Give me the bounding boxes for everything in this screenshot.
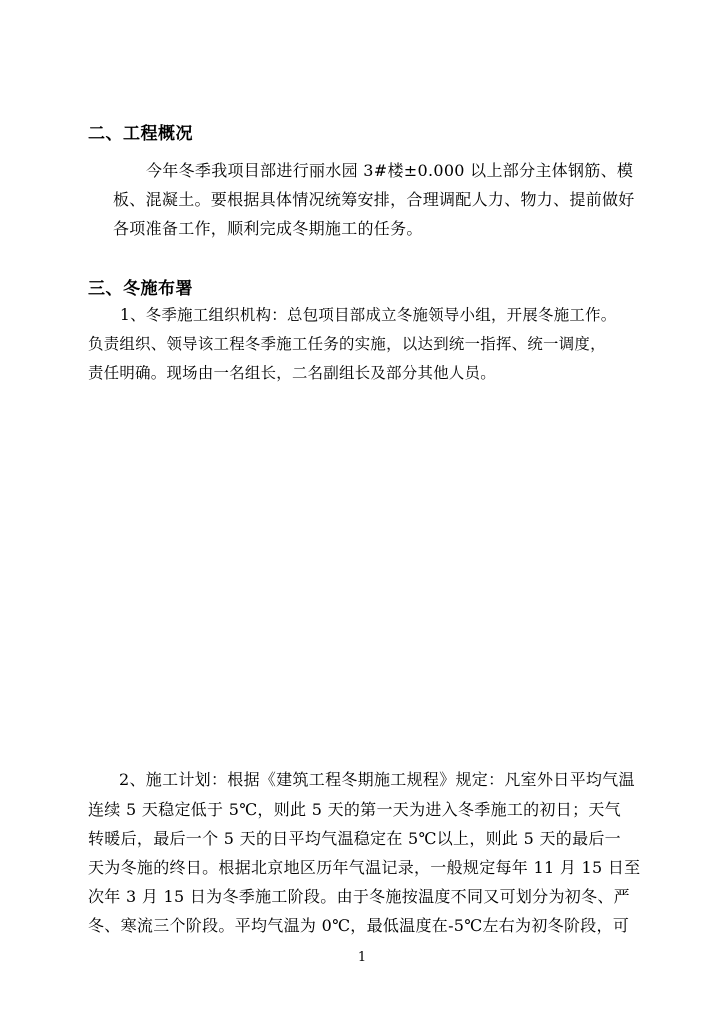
paragraph-line: 连续 5 天稳定低于 5℃，则此 5 天的第一天为进入冬季施工的初日；天气 — [88, 800, 621, 819]
paragraph-line: 责任明确。现场由一名组长，二名副组长及部分其他人员。 — [88, 364, 496, 382]
paragraph-line: 转暖后，最后一个 5 天的日平均气温稳定在 5℃以上，则此 5 天的最后一 — [88, 829, 621, 848]
paragraph-line: 负责组织、领导该工程冬季施工任务的实施，以达到统一指挥、统一调度， — [88, 335, 606, 353]
paragraph-line: 板、混凝土。要根据具体情况统筹安排，合理调配人力、物力、提前做好 — [113, 190, 635, 209]
paragraph-line: 各项准备工作，顺利完成冬期施工的任务。 — [113, 219, 423, 238]
paragraph-line: 次年 3 月 15 日为冬季施工阶段。由于冬施按温度不同又可划分为初冬、严 — [88, 887, 630, 906]
paragraph-line: 今年冬季我项目部进行丽水园 3#楼±0.000 以上部分主体钢筋、模 — [146, 161, 634, 180]
paragraph-line: 天为冬施的终日。根据北京地区历年气温记录，一般规定每年 11 月 15 日至 — [88, 858, 641, 877]
paragraph-line: 1、冬季施工组织机构：总包项目部成立冬施领导小组，开展冬施工作。 — [120, 306, 617, 324]
paragraph-line: 2、施工计划：根据《建筑工程冬期施工规程》规定：凡室外日平均气温 — [119, 770, 635, 789]
paragraph-line: 冬、寒流三个阶段。平均气温为 0℃，最低温度在-5℃左右为初冬阶段，可 — [88, 916, 630, 935]
section-heading-winter-deployment: 三、冬施布署 — [88, 279, 193, 299]
page-number: 1 — [357, 950, 367, 965]
section-heading-project-overview: 二、工程概况 — [88, 124, 193, 144]
